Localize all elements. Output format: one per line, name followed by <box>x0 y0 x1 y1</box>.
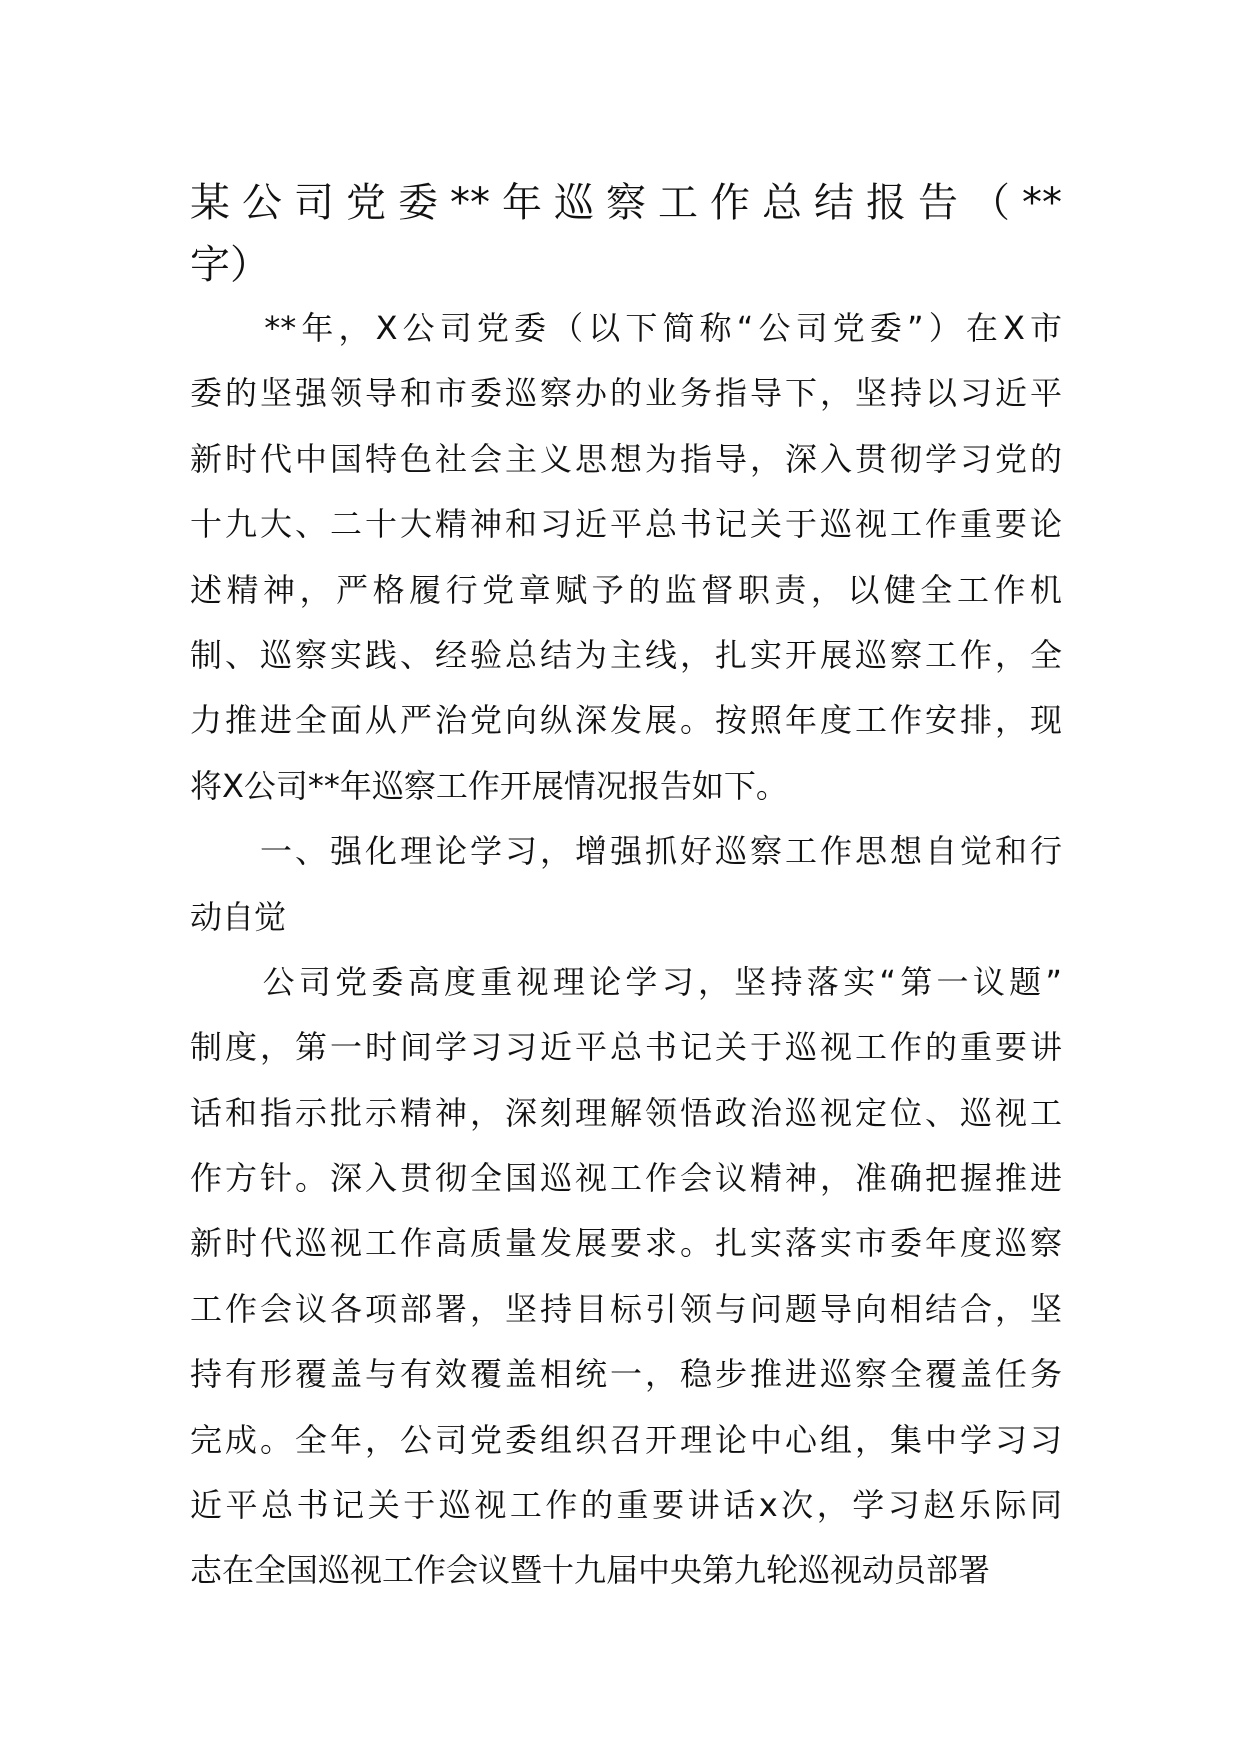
section-heading <box>190 819 1062 950</box>
text-line: 述精神，严格履行党章赋予的监督职责，以健全工作机 <box>190 570 1062 609</box>
document-title <box>190 172 1062 296</box>
text-line: 新时代巡视工作高质量发展要求。扎实落实市委年度巡察 <box>190 1224 1062 1263</box>
paragraph <box>190 950 1062 1604</box>
text-line: 完成。全年，公司党委组织召开理论中心组，集中学习习 <box>190 1420 1062 1459</box>
text-line: 制、巡察实践、经验总结为主线，扎实开展巡察工作，全 <box>190 635 1062 674</box>
text-line: 持有形覆盖与有效覆盖相统一，稳步推进巡察全覆盖任务 <box>190 1355 1062 1394</box>
text-line: 动自觉 <box>190 897 287 936</box>
text-line: 新时代中国特色社会主义思想为指导，深入贯彻学习党的 <box>190 439 1062 478</box>
title-line: 某公司党委**年巡察工作总结报告（** <box>190 180 1062 226</box>
document-body <box>190 296 1062 1604</box>
text-line: 力推进全面从严治党向纵深发展。按照年度工作安排，现 <box>190 701 1062 740</box>
text-line: 志在全国巡视工作会议暨十九届中央第九轮巡视动员部署 <box>190 1551 991 1590</box>
title-line: 字） <box>190 242 270 288</box>
text-line: 十九大、二十大精神和习近平总书记关于巡视工作重要论 <box>190 505 1062 544</box>
text-line: 将X公司**年巡察工作开展情况报告如下。 <box>190 766 788 805</box>
text-line: 委的坚强领导和市委巡察办的业务指导下，坚持以习近平 <box>190 374 1062 413</box>
text-line: 一、强化理论学习，增强抓好巡察工作思想自觉和行 <box>190 832 1062 871</box>
text-line: 近平总书记关于巡视工作的重要讲话x次，学习赵乐际同 <box>190 1486 1062 1525</box>
text-line: 公司党委高度重视理论学习，坚持落实“第一议题” <box>190 962 1062 1001</box>
paragraph <box>190 296 1062 819</box>
text-line: 制度，第一时间学习习近平总书记关于巡视工作的重要讲 <box>190 1028 1062 1067</box>
text-line: 工作会议各项部署，坚持目标引领与问题导向相结合，坚 <box>190 1289 1062 1328</box>
text-line: 作方针。深入贯彻全国巡视工作会议精神，准确把握推进 <box>190 1159 1062 1198</box>
text-line: 话和指示批示精神，深刻理解领悟政治巡视定位、巡视工 <box>190 1093 1062 1132</box>
text-line: **年，X公司党委（以下简称“公司党委”）在X市 <box>190 309 1062 347</box>
